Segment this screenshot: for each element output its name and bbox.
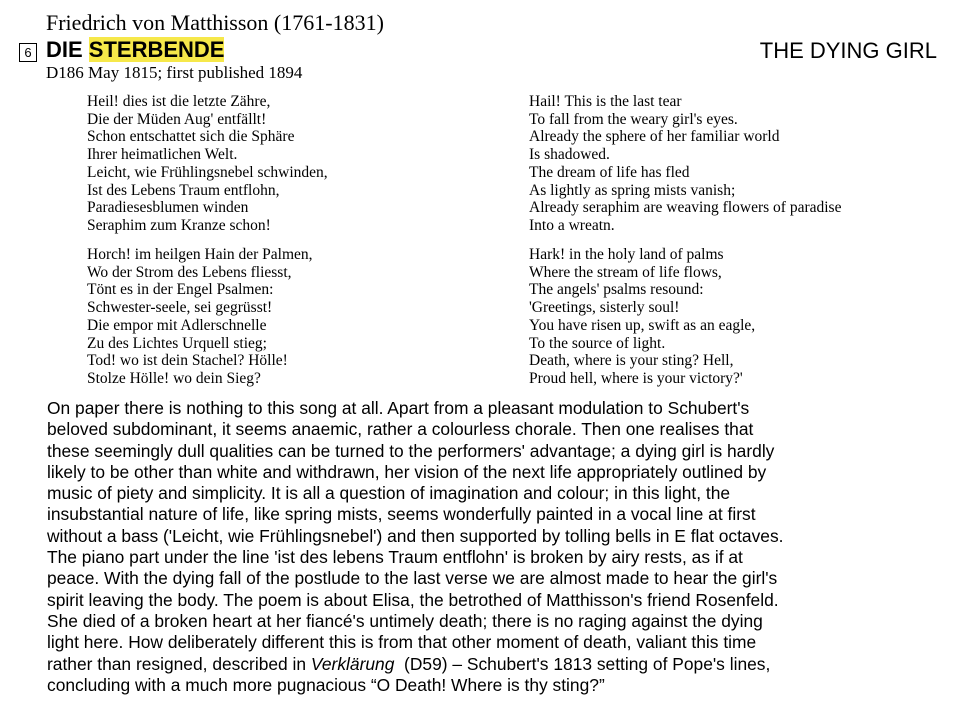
commentary-line-part: rather than resigned, described in <box>47 653 311 674</box>
german-line: Ist des Lebens Traum entflohn, <box>87 181 280 199</box>
german-line: Schwester-seele, sei gegrüsst! <box>87 299 273 317</box>
german-stanza-2 <box>87 246 313 388</box>
commentary-lines <box>47 398 942 654</box>
english-line: Already the sphere of her familiar world <box>529 128 780 146</box>
english-line: Where the stream of life flows, <box>529 263 722 281</box>
english-line: The dream of life has fled <box>529 163 690 181</box>
english-line: Hail! This is the last tear <box>529 93 682 110</box>
work-title-italic: Verklärung <box>310 653 395 674</box>
author-heading: Friedrich von Matthisson (1761-1831) <box>46 10 384 35</box>
commentary-line: spirit leaving the body. The poem is about Elisa, the betrothed of Matthisson's friend Rosenfeld. <box>47 589 779 610</box>
commentary-line: insubstantial nature of life, like spring mists, seems wonderfully painted in a vocal line at first <box>47 504 756 525</box>
german-line: Schon entschattet sich die Sphäre <box>87 128 295 146</box>
track-number-box: 6 <box>19 43 37 62</box>
commentary-line: likely to be other than white and withdrawn, her vision of the next life appropriately outlined by <box>47 461 767 482</box>
song-title-german <box>46 37 224 63</box>
catalog-meta: D186 May 1815; first published 1894 <box>46 63 303 82</box>
commentary-line: beloved subdominant, it seems anaemic, rather a colourless chorale. Then one realises that <box>47 419 754 440</box>
english-stanza-2 <box>529 246 755 388</box>
english-line: Death, where is your sting? Hell, <box>529 352 734 370</box>
commentary-line <box>47 654 942 675</box>
commentary-line: The piano part under the line 'ist des lebens Traum entflohn' is broken by airy rests, as if at <box>47 547 743 568</box>
title-prefix: DIE <box>46 37 89 62</box>
german-line: Stolze Hölle! wo dein Sieg? <box>87 369 261 387</box>
commentary-line: these seemingly dull qualities can be turned to the performers' advantage; a dying girl is hardly <box>47 440 775 461</box>
english-line: You have risen up, swift as an eagle, <box>529 316 756 334</box>
german-line: Seraphim zum Kranze schon! <box>87 216 271 234</box>
english-line: Into a wreatn. <box>529 216 615 234</box>
commentary-line: peace. With the dying fall of the postlude to the last verse we are almost made to hear the girl's <box>47 568 778 589</box>
german-line: Tod! wo ist dein Stachel? Hölle! <box>87 352 288 370</box>
commentary-line: light here. How deliberately different this is from that other moment of death, valiant this time <box>47 632 757 653</box>
commentary-line: She died of a broken heart at her fiancé's untimely death; there is no raging against the dying <box>47 610 763 631</box>
german-line: Paradiesesblumen winden <box>87 199 249 217</box>
german-line: Heil! dies ist die letzte Zähre, <box>87 93 271 110</box>
title-highlighted-word: STERBENDE <box>88 37 225 62</box>
english-stanza-1 <box>529 93 841 235</box>
commentary-line: concluding with a much more pugnacious “O Death! Where is thy sting?” <box>47 674 605 695</box>
english-line: As lightly as spring mists vanish; <box>529 181 736 199</box>
german-line: Die empor mit Adlerschnelle <box>87 316 267 334</box>
german-line: Wo der Strom des Lebens fliesst, <box>87 263 292 281</box>
english-line: The angels' psalms resound: <box>529 281 704 299</box>
german-line: Zu des Lichtes Urquell stieg; <box>87 334 267 352</box>
english-line: Already seraphim are weaving flowers of paradise <box>529 199 842 217</box>
english-line: To the source of light. <box>529 334 666 352</box>
commentary-text <box>47 398 942 696</box>
commentary-line: On paper there is nothing to this song at all. Apart from a pleasant modulation to Schubert's <box>47 398 750 418</box>
german-line: Leicht, wie Frühlingsnebel schwinden, <box>87 163 328 181</box>
english-line: Is shadowed. <box>529 146 610 164</box>
english-line: Proud hell, where is your victory?' <box>529 369 743 387</box>
commentary-line: without a bass ('Leicht, wie Frühlingsnebel') and then supported by tolling bells in E flat octaves. <box>47 525 784 546</box>
commentary-line-part: (D59) – Schubert's 1813 setting of Pope's lines, <box>394 653 771 674</box>
english-line: 'Greetings, sisterly soul! <box>529 299 680 317</box>
german-line: Tönt es in der Engel Psalmen: <box>87 281 274 299</box>
english-line: To fall from the weary girl's eyes. <box>529 110 738 128</box>
song-title-english: THE DYING GIRL <box>759 38 937 63</box>
commentary-line: music of piety and simplicity. It is all a question of imagination and colour; in this light, the <box>47 483 731 504</box>
german-line: Ihrer heimatlichen Welt. <box>87 146 238 164</box>
german-line: Horch! im heilgen Hain der Palmen, <box>87 246 313 263</box>
english-line: Hark! in the holy land of palms <box>529 246 724 263</box>
german-line: Die der Müden Aug' entfällt! <box>87 110 267 128</box>
german-stanza-1 <box>87 93 328 235</box>
